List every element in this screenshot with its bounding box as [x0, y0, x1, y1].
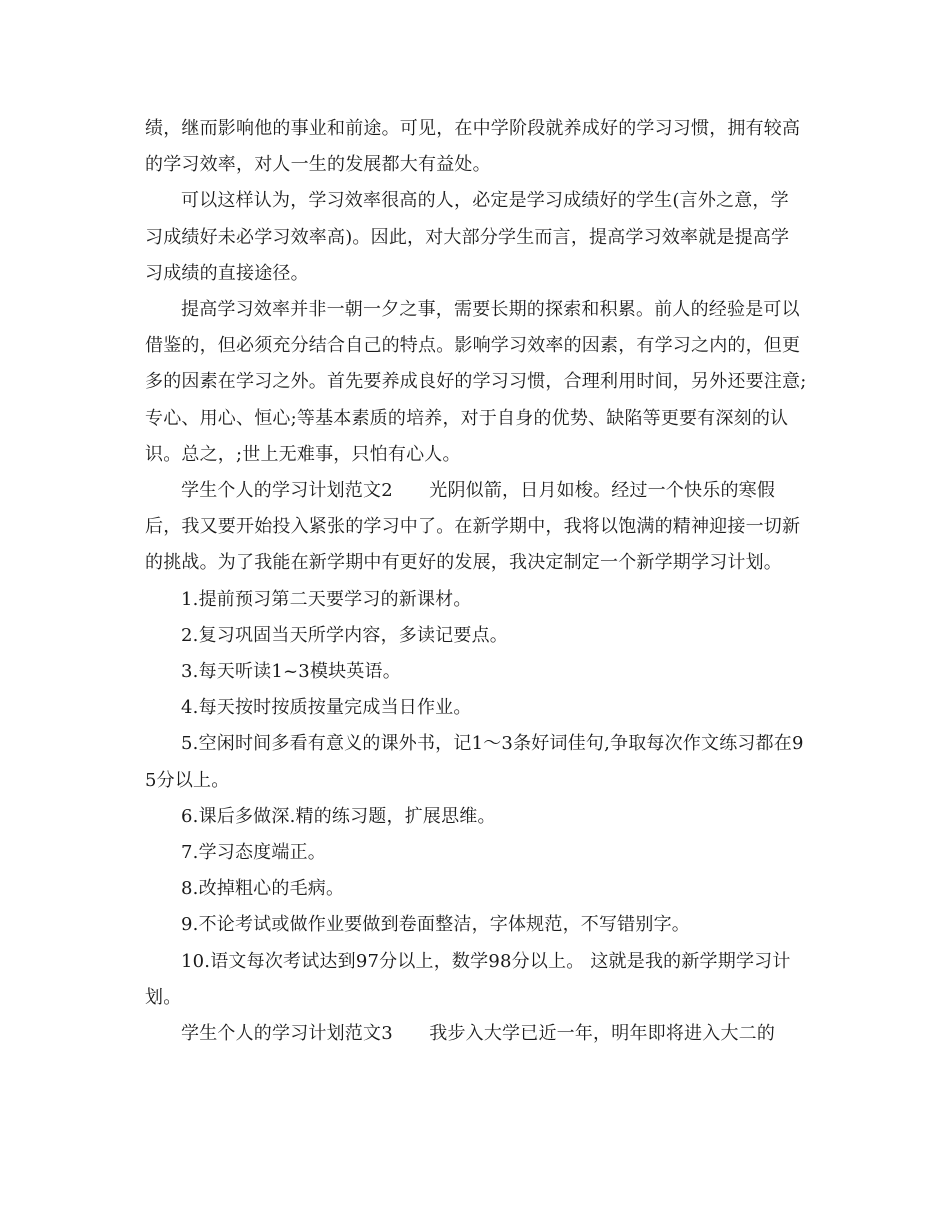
plan-item-6: 6.课后多做深.精的练习题，扩展思维。: [181, 805, 496, 827]
plan-item-1: 1.提前预习第二天要学习的新课材。: [181, 588, 472, 610]
paragraph-sample-2-intro: 学生个人的学习计划范文2 光阴似箭，日月如梭。经过一个快乐的寒假后，我又要开始投入紧张的学习中了。在新学期中，我将以饱满的精神迎接一切新的挑战。为了我能在新学期中有更好的发展，我决定制定一个新学期学习计划。: [145, 480, 801, 574]
plan-item-5: 5.空闲时间多看有意义的课外书，记1～3条好词佳句,争取每次作文练习都在95分以上。: [145, 733, 804, 791]
plan-item-8: 8.改掉粗心的毛病。: [181, 878, 345, 900]
paragraph-improve-efficiency: 提高学习效率并非一朝一夕之事，需要长期的探索和积累。前人的经验是可以借鉴的，但必须充分结合自己的特点。影响学习效率的因素，有学习之内的，但更多的因素在学习之外。首先要养成良好的学习习惯，合理利用时间，另外还要注意;专心、用心、恒心;等基本素质的培养，对于自身的优势、缺陷等更要有深刻的认识。总之，;世上无难事，只怕有心人。: [145, 299, 807, 465]
document-body: [145, 111, 807, 1052]
paragraph-sample-3-intro: 学生个人的学习计划范文3 我步入大学已近一年，明年即将进入大二的: [181, 1023, 776, 1045]
plan-item-2: 2.复习巩固当天所学内容，多读记要点。: [181, 624, 508, 646]
plan-item-4: 4.每天按时按质按量完成当日作业。: [181, 697, 472, 719]
plan-item-3: 3.每天听读1~3模块英语。: [181, 661, 401, 683]
paragraph-study-habits: 绩，继而影响他的事业和前途。可见，在中学阶段就养成好的学习习惯，拥有较高的学习效率，对人一生的发展都大有益处。: [145, 118, 801, 176]
plan-item-9: 9.不论考试或做作业要做到卷面整洁，字体规范，不写错别字。: [181, 914, 690, 936]
paragraph-efficiency-grades: 可以这样认为，学习效率很高的人，必定是学习成绩好的学生(言外之意，学习成绩好未必学习效率高)。因此，对大部分学生而言，提高学习效率就是提高学习成绩的直接途径。: [145, 190, 790, 284]
plan-item-7: 7.学习态度端正。: [181, 842, 326, 864]
plan-item-10: 10.语文每次考试达到97分以上，数学98分以上。 这就是我的新学期学习计划。: [145, 950, 791, 1008]
